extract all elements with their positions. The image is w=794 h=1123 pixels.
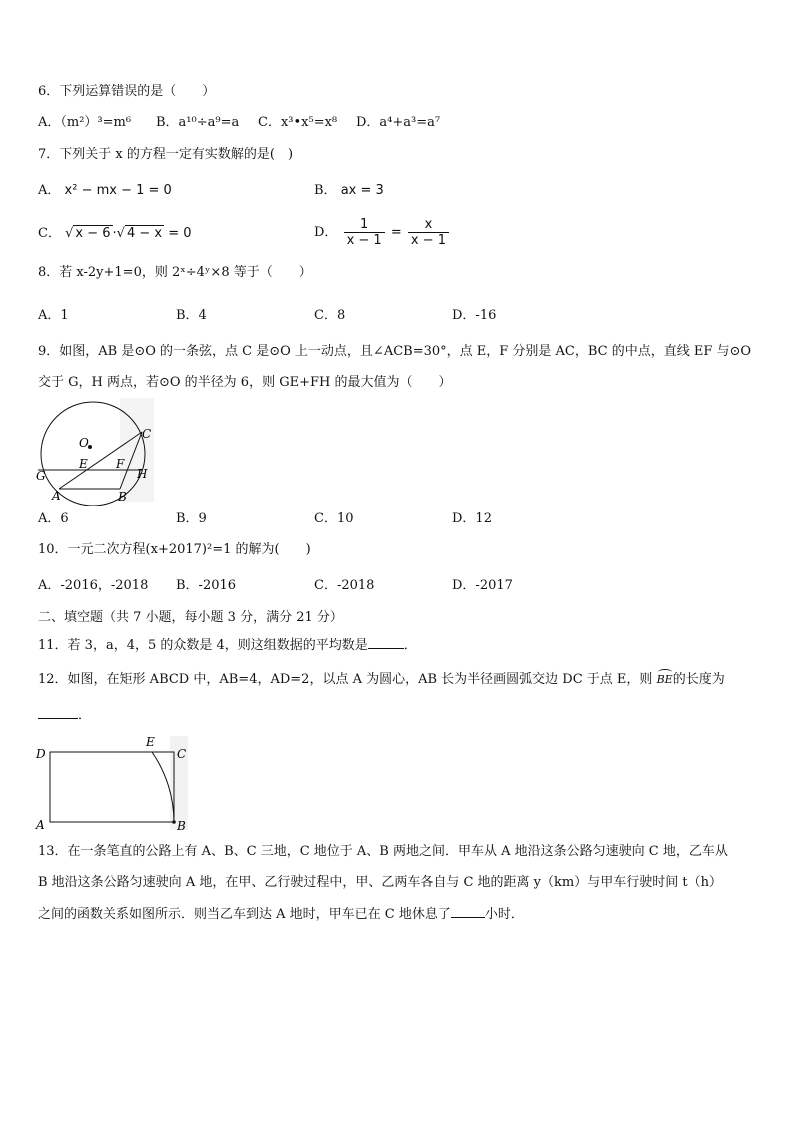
q8-option-c: C．8	[314, 308, 346, 323]
q12-end: ．	[78, 708, 92, 723]
q12-stem-line	[38, 671, 725, 689]
q10-stem: 10．一元二次方程(x+2017)²=1 的解为( )	[38, 542, 311, 557]
q11-stem: 11．若 3，a，4，5 的众数是 4，则这组数据的平均数是	[38, 638, 368, 653]
q10-option-a: A．-2016，-2018	[38, 578, 149, 593]
q7-d-den1: x − 1	[346, 233, 382, 248]
q7-option-a-label: A．	[38, 183, 61, 198]
q6-option-a: A．（m²）³=m⁶	[38, 115, 132, 130]
q12-label-b: B	[177, 819, 186, 832]
q11	[38, 636, 417, 655]
q12-label-d: D	[36, 747, 46, 761]
q8-stem: 8．若 x-2y+1=0，则 2ˣ÷4ʸ×8 等于（ ）	[38, 265, 312, 280]
q7-c-radicand-2: 4 − x	[126, 226, 163, 241]
q7-c-radicand-1: x − 6	[75, 226, 111, 241]
q12-stem-end: 的长度为	[672, 672, 725, 687]
q12-arc-label: BE	[656, 673, 673, 686]
q9-label-f: F	[116, 457, 125, 471]
q8-option-b: B．4	[176, 308, 207, 323]
q7-option-b	[314, 182, 384, 200]
q12-stem: 12．如图，在矩形 ABCD 中，AB=4，AD=2，以点 A 为圆心，AB 长为半径画圆弧交边 DC 于点 E，则	[38, 672, 653, 687]
q10-option-c: C．-2018	[314, 578, 375, 593]
q9-circle-figure	[34, 396, 156, 506]
q7-d-den2: x − 1	[410, 233, 447, 248]
q12-answer-line	[38, 706, 91, 725]
q7-option-c-label: C．	[38, 226, 61, 241]
q7-stem: 7．下列关于 x 的方程一定有实数解的是( )	[38, 147, 294, 162]
q12-arc-notation	[657, 671, 673, 689]
q7-d-fraction-2	[408, 217, 449, 248]
q12-label-c: C	[177, 747, 187, 761]
q13-line3-b: 小时．	[484, 907, 524, 922]
q7-d-eq: =	[390, 225, 402, 240]
q9-label-o: O	[79, 436, 89, 450]
q7-d-num2: x	[408, 217, 449, 233]
q7-option-d	[314, 213, 451, 253]
q13-answer-blank[interactable]	[451, 905, 485, 918]
q11-answer-blank[interactable]	[368, 636, 404, 649]
q9-label-h: H	[137, 467, 148, 481]
q8-option-d: D．-16	[452, 308, 497, 323]
q10-option-d: D．-2017	[452, 578, 513, 593]
q9-stem-line1: 9．如图，AB 是⊙O 的一条弦，点 C 是⊙O 上一动点，且∠ACB=30°，点 E，F 分别是 AC，BC 的中点，直线 EF 与⊙O	[38, 344, 752, 359]
q12-rectangle	[50, 752, 174, 822]
q12-rectangle-figure	[34, 734, 190, 832]
q6-option-d: D．a⁴+a³=a⁷	[356, 115, 441, 130]
q13-line2: B 地沿这条公路匀速驶向 A 地，在甲、乙行驶过程中，甲、乙两车各自与 C 地的距离 y（km）与甲车行驶时间 t（h）	[38, 875, 722, 890]
q7-option-b-expr: ax = 3	[340, 183, 384, 198]
q6-stem: 6．下列运算错误的是（ ）	[38, 84, 216, 99]
q7-d-fraction-1	[344, 217, 385, 248]
q7-option-a-expr: x² − mx − 1 = 0	[64, 183, 172, 198]
q7-option-d-label: D．	[314, 225, 338, 240]
q9-option-a: A．6	[38, 511, 69, 526]
q9-label-c: C	[142, 427, 152, 441]
q13-line1: 13．在一条笔直的公路上有 A、B、C 三地，C 地位于 A、B 两地之间．甲车从 A 地沿这条公路匀速驶向 C 地，乙车从	[38, 844, 728, 859]
q12-answer-blank[interactable]	[38, 706, 78, 719]
q12-label-e: E	[146, 735, 155, 749]
q12-point-b	[172, 820, 176, 824]
q9-option-b: B．9	[176, 511, 207, 526]
q9-option-c: C．10	[314, 511, 354, 526]
q7-d-num1: 1	[344, 217, 385, 233]
q6-option-b: B．a¹⁰÷a⁹=a	[156, 115, 240, 130]
q9-label-b: B	[118, 490, 127, 504]
section2-title: 二、填空题（共 7 小题，每小题 3 分，满分 21 分）	[38, 610, 343, 625]
q7-option-a	[38, 182, 172, 200]
q7-option-c: C． √ x − 6 ·√ 4 − x = 0	[38, 226, 192, 241]
q9-label-g: G	[36, 469, 46, 483]
q10-option-b: B．-2016	[176, 578, 237, 593]
q9-label-a: A	[52, 489, 61, 503]
q7-option-b-label: B．	[314, 183, 337, 198]
q9-stem-line2: 交于 G，H 两点，若⊙O 的半径为 6，则 GE+FH 的最大值为（ ）	[38, 375, 452, 390]
q9-label-e: E	[79, 457, 88, 471]
q8-option-a: A．1	[38, 308, 69, 323]
q9-option-d: D．12	[452, 511, 492, 526]
q13-line3-a: 之间的函数关系如图所示．则当乙车到达 A 地时，甲车已在 C 地休息了	[38, 907, 451, 922]
q7-c-right: = 0	[168, 226, 192, 241]
q12-label-a: A	[36, 818, 45, 832]
q12-arc-mark	[658, 669, 672, 675]
q6-option-c: C．x³•x⁵=x⁸	[258, 115, 338, 130]
q11-end: ．	[403, 638, 417, 653]
q13-line3	[38, 905, 524, 924]
